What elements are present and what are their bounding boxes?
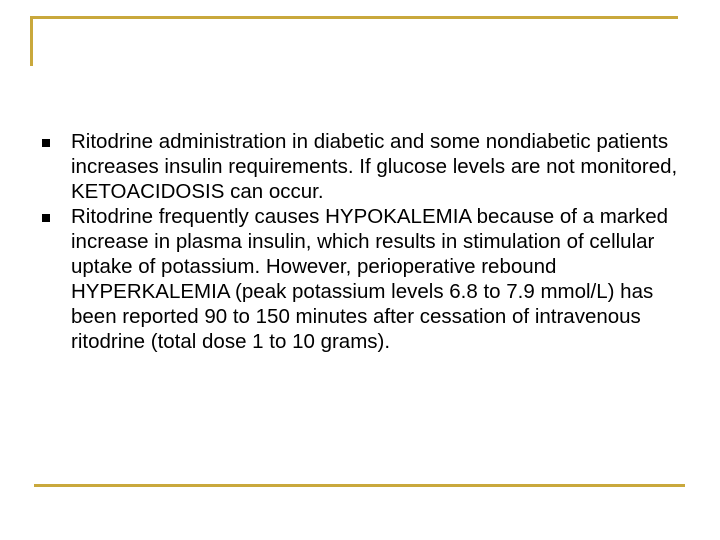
- square-bullet-icon: [42, 139, 50, 147]
- bullet-text: Ritodrine frequently causes HYPOKALEMIA because of a marked increase in plasma insulin, which results in stimulation of cellular uptake of potassium. However, perioperative rebound HYPERKALEMIA (peak potassium levels 6.8 to 7.9 mmol/L) has been reported 90 to 150 minutes after cessation of intravenous ritodrine (total dose 1 to 10 grams).: [71, 205, 669, 353]
- bullet-item-1: [0, 129, 691, 204]
- bullet-item-2: [0, 204, 691, 354]
- top-vertical-rule: [30, 16, 33, 66]
- bullet-text: Ritodrine administration in diabetic and some nondiabetic patients increases insulin requirements. If glucose levels are not monitored, KETOACIDOSIS can occur.: [71, 130, 678, 203]
- bottom-horizontal-rule: [34, 484, 685, 487]
- square-bullet-icon: [42, 214, 50, 222]
- slide-body: [0, 129, 720, 354]
- top-horizontal-rule: [30, 16, 678, 19]
